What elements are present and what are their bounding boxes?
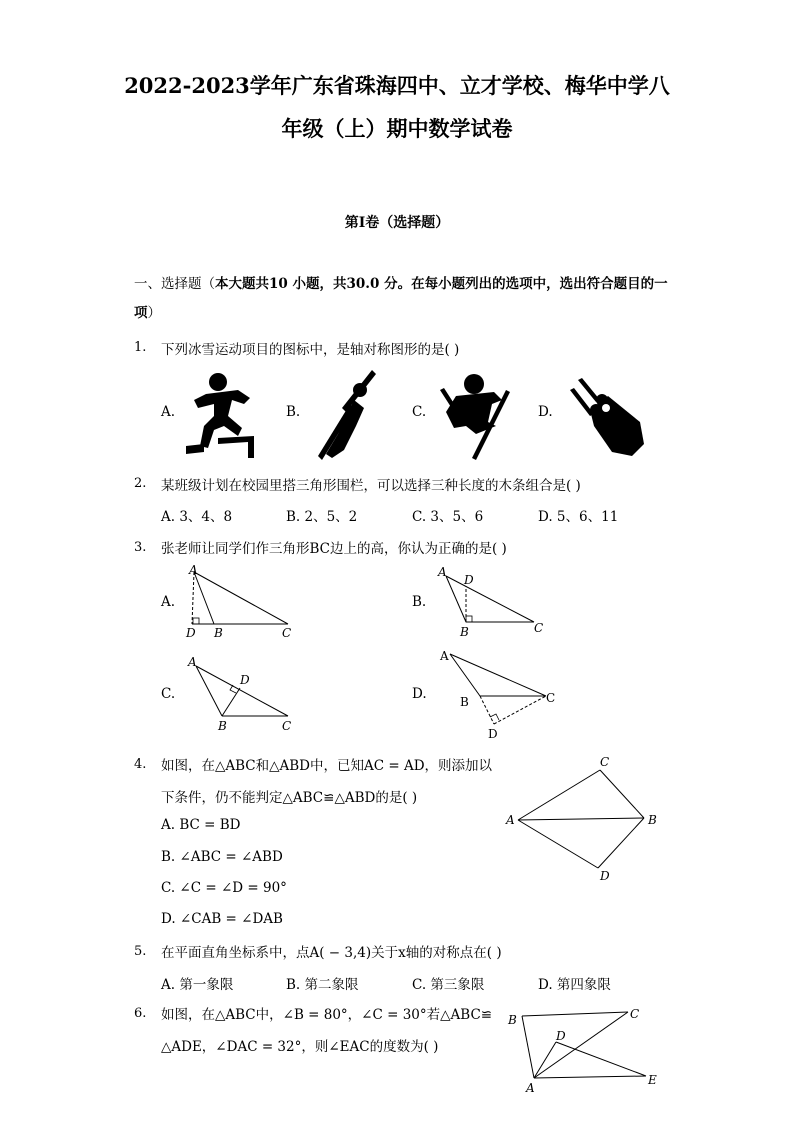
q6-label-a: A (526, 1081, 535, 1095)
q1-option-b[interactable]: B. (286, 404, 301, 420)
q3-option-a[interactable]: A. (161, 594, 176, 610)
q6-label-b: B (508, 1013, 517, 1027)
q3a-label-a: A (189, 563, 198, 577)
question-2-text: 某班级计划在校园里搭三角形围栏，可以选择三种长度的木条组合是( ) (161, 478, 581, 494)
q2-option-b[interactable]: B. 2、5、2 (286, 509, 358, 525)
section-heading: 第I卷（选择题） (344, 215, 450, 231)
q3c-label-c: C (282, 719, 292, 733)
q3d-label-b: B (460, 695, 469, 709)
question-3-text: 张老师让同学们作三角形BC边上的高，你认为正确的是( ) (161, 541, 507, 557)
q3b-label-d: D (464, 573, 474, 587)
q4-label-d: D (600, 869, 610, 883)
q4-label-a: A (506, 813, 515, 827)
question-6-number: 6. (134, 1006, 147, 1021)
question-5-text: 在平面直角坐标系中，点A( − 3,4)关于x轴的对称点在( ) (161, 945, 502, 961)
q3-figure-d (432, 646, 572, 742)
q5-option-a[interactable]: A. 第一象限 (161, 977, 234, 993)
q1-option-d[interactable]: D. (538, 404, 553, 420)
question-5-number: 5. (134, 944, 147, 959)
question-3-number: 3. (134, 540, 147, 555)
q3-option-c[interactable]: C. (161, 686, 176, 702)
q1-option-c[interactable]: C. (412, 404, 427, 420)
exam-title-line-2: 年级（上）期中数学试卷 (281, 116, 513, 141)
q2-option-a[interactable]: A. 3、4、8 (161, 509, 233, 525)
instructions-bold: 本大题共10 小题，共30.0 分。在每小题列出的选项中，选出符合题目的一项 (134, 276, 668, 321)
q3d-label-c: C (546, 691, 556, 705)
question-1-number: 1. (134, 340, 147, 355)
q5-option-b[interactable]: B. 第二象限 (286, 977, 359, 993)
q3a-label-c: C (282, 626, 292, 640)
q4-option-c[interactable]: C. ∠C = ∠D = 90° (161, 880, 287, 896)
q4-option-a[interactable]: A. BC = BD (161, 817, 241, 833)
q2-option-c[interactable]: C. 3、5、6 (412, 509, 484, 525)
q2-option-d[interactable]: D. 5、6、11 (538, 509, 619, 525)
q3-option-d[interactable]: D. (412, 686, 427, 702)
q5-option-d[interactable]: D. 第四象限 (538, 977, 611, 993)
skater-pictogram-icon (184, 370, 258, 458)
exam-title-line-1: 2022-2023学年广东省珠海四中、立才学校、梅华中学八 (124, 73, 670, 98)
q6-figure (500, 1000, 670, 1096)
q3a-label-b: B (214, 626, 223, 640)
freestyle-skier-pictogram-icon (436, 370, 512, 462)
q1-option-a[interactable]: A. (161, 404, 176, 420)
q3d-label-a: A (440, 649, 449, 663)
q3d-label-d: D (488, 727, 498, 741)
q3-figure-a (180, 560, 300, 644)
question-1-text: 下列冰雪运动项目的图标中，是轴对称图形的是( ) (161, 342, 460, 358)
q3c-label-b: B (218, 719, 227, 733)
q6-label-d: D (556, 1029, 566, 1043)
question-6-text-line-1: 如图，在△ABC中，∠B = 80°，∠C = 30°若△ABC≌ (161, 1007, 493, 1023)
instructions-suffix: ） (147, 305, 161, 321)
question-4-number: 4. (134, 757, 147, 772)
q3b-label-b: B (460, 625, 469, 639)
q4-label-b: B (648, 813, 657, 827)
q3c-label-a: A (188, 655, 197, 669)
section-instructions (134, 270, 674, 328)
instructions-prefix: 一、选择题（ (134, 276, 215, 292)
question-2-number: 2. (134, 476, 147, 491)
q5-option-c[interactable]: C. 第三象限 (412, 977, 485, 993)
question-6-text-line-2: △ADE，∠DAC = 32°，则∠EAC的度数为( ) (161, 1039, 439, 1055)
q6-label-e: E (648, 1073, 657, 1087)
q3c-label-d: D (240, 673, 250, 687)
q3b-label-c: C (534, 621, 544, 635)
question-4-text-line-1: 如图，在△ABC和△ABD中，已知AC = AD，则添加以 (161, 758, 493, 774)
q4-option-d[interactable]: D. ∠CAB = ∠DAB (161, 911, 283, 927)
question-4-text-line-2: 下条件，仍不能判定△ABC≌△ABD的是( ) (161, 790, 418, 806)
ski-jumper-pictogram-icon (310, 368, 382, 460)
q3b-label-a: A (438, 565, 447, 579)
q3-option-b[interactable]: B. (412, 594, 427, 610)
q6-label-c: C (630, 1007, 640, 1021)
q4-option-b[interactable]: B. ∠ABC = ∠ABD (161, 849, 283, 865)
q4-label-c: C (600, 755, 610, 769)
q3-figure-b (432, 560, 552, 644)
q3a-label-d: D (186, 626, 196, 640)
q4-figure (500, 752, 670, 886)
q3-figure-c (180, 652, 300, 736)
bobsleigh-pictogram-icon (560, 370, 650, 458)
